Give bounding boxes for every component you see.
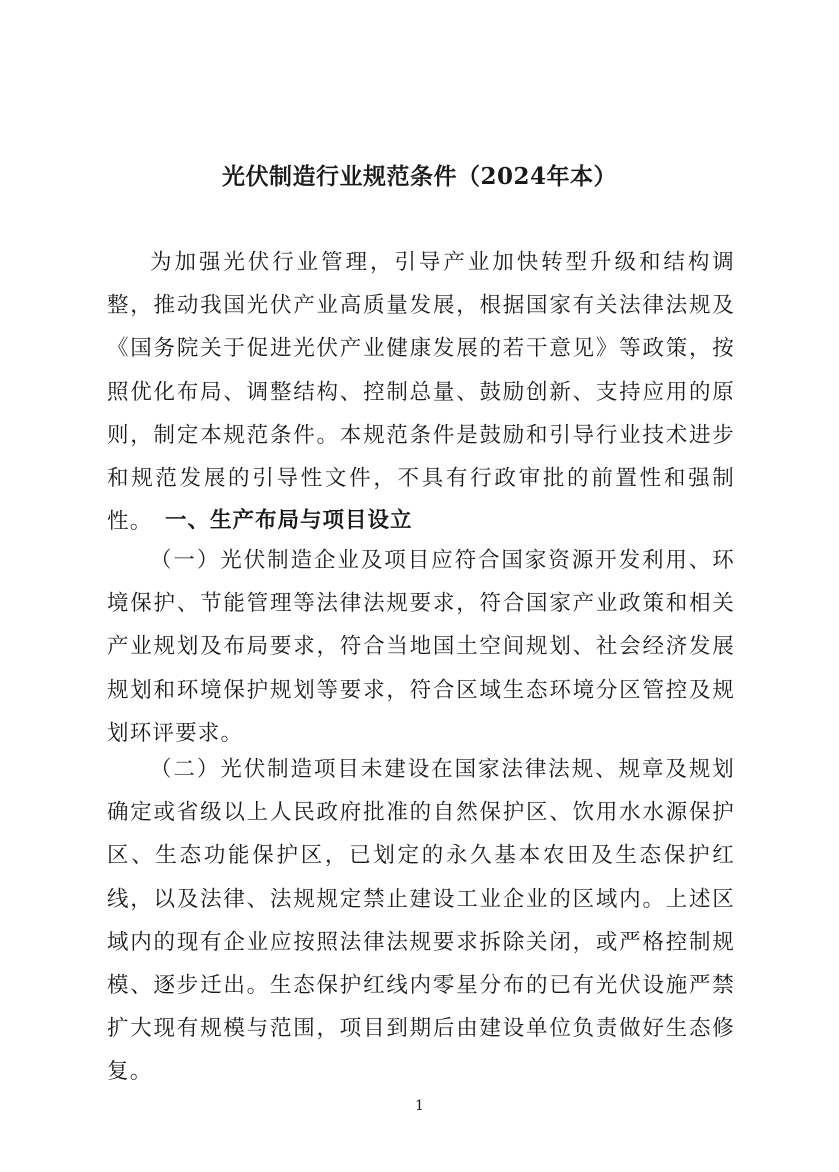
intro-paragraph: 为加强光伏行业管理，引导产业加快转型升级和结构调整，推动我国光伏产业高质量发展，根据国家有关法律法规及《国务院关于促进光伏产业健康发展的若干意见》等政策，按照优化布局、调整结构、控制总量、鼓励创新、支持应用的原则，制定本规范条件。本规范条件是鼓励和引导行业技术进步和规范发展的引导性文件，不具有行政审批的前置性和强制性。 [107,250,735,535]
section-heading: 一、生产布局与项目设立 [165,508,413,533]
page-number: 1 [415,1098,424,1114]
clause-1-paragraph: （一）光伏制造企业及项目应符合国家资源开发利用、环境保护、节能管理等法律法规要求，符合国家产业政策和相关产业规划及布局要求，符合当地国土空间规划、社会经济发展规划和环境保护规划等要求，符合区域生态环境分区管控及规划环评要求。 [107,548,735,746]
clause-2-paragraph: （二）光伏制造项目未建设在国家法律法规、规章及规划确定或省级以上人民政府批准的自然保护区、饮用水水源保护区、生态功能保护区，已划定的永久基本农田及生态保护红线，以及法律、法规规定禁止建设工业企业的区域内。上述区域内的现有企业应按照法律法规要求拆除关闭，或严格控制规模、逐步迁出。生态保护红线内零星分布的已有光伏设施严禁扩大现有规模与范围，项目到期后由建设单位负责做好生态修复。 [107,757,735,1085]
document-title: 光伏制造行业规范条件（2024年本） [221,163,617,190]
